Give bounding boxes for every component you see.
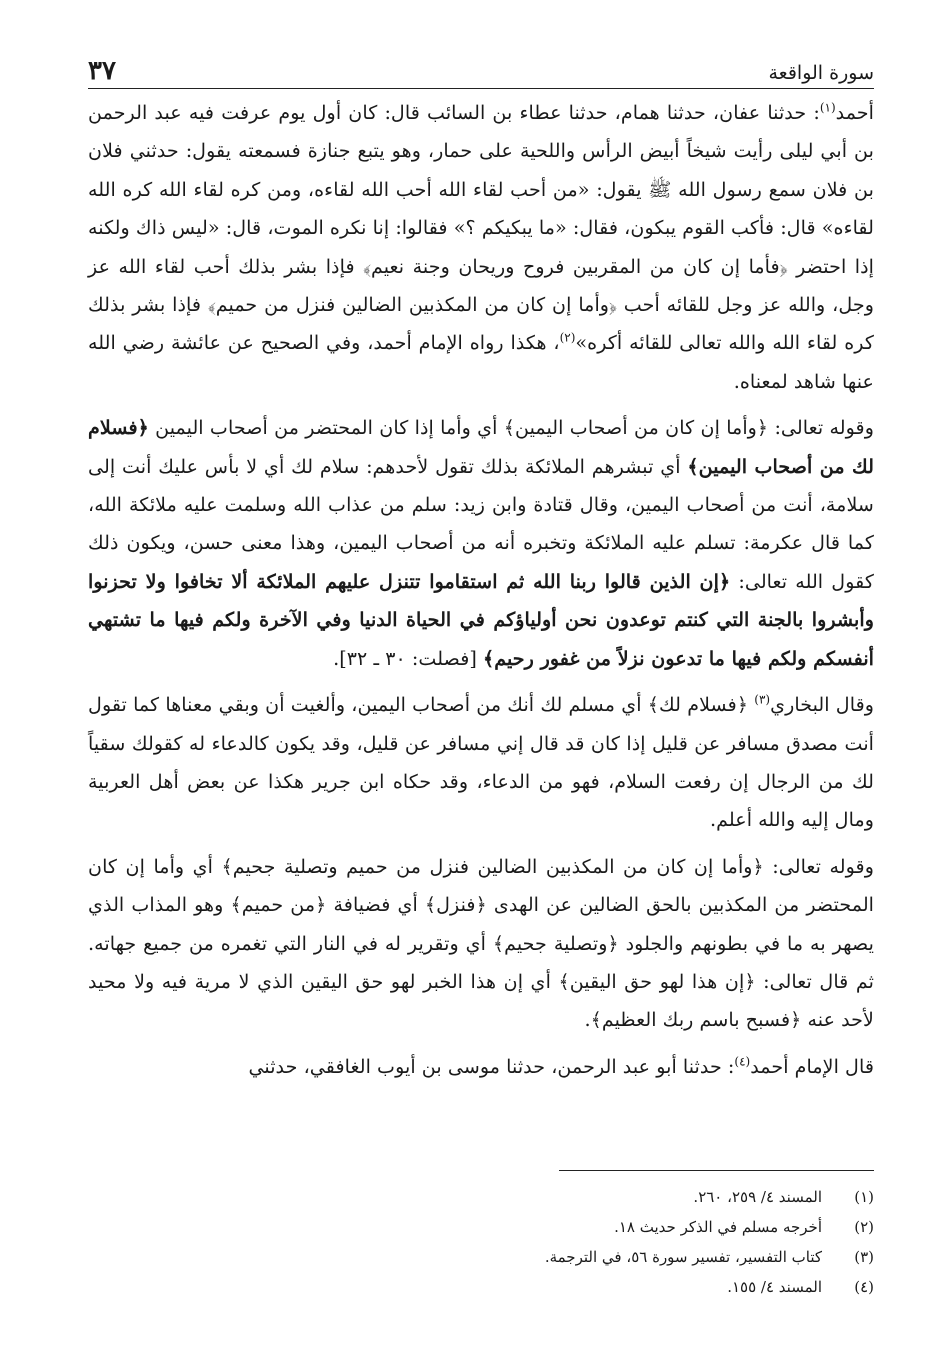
footnote: [200, 1212, 874, 1242]
footnote-number: (٢): [854, 1218, 874, 1236]
paragraph: وقال البخاري$^{(٣)}$ ﴿فسلام لك﴾ أي مسلم لك أنك من أصحاب اليمين، وألغيت أن وبقي معناها كما تقول أنت مصدق مسافر عن قليل إذا كان قد قال إني مسافر عن قليل، وقد يكون كالدعاء له كقولك سقياً لك من الرجال إن رفعت السلام، فهو من الدعاء، وقد حكاه ابن جرير هكذا عن بعض أهل العربية ومال إليه والله أعلم.: [88, 692, 875, 832]
footnote-number: (٣): [854, 1248, 874, 1266]
footnote-number: (١): [854, 1188, 874, 1206]
paragraph: قال الإمام أحمد$^{(٤)}$: حدثنا أبو عبد الرحمن، حدثنا موسى بن أيوب الغافقي، حدثني: [248, 1054, 874, 1078]
footnote-number: (٤): [854, 1278, 874, 1296]
footnote: [200, 1272, 874, 1302]
footnote-rule: [559, 1170, 874, 1171]
page-number: ٣٧: [88, 56, 116, 86]
surah-title: سورة الواقعة: [768, 62, 874, 84]
paragraph: أحمد$^{(١)}$: حدثنا عفان، حدثنا همام، حدثنا عطاء بن السائب قال: كان أول يوم عرفت فيه عبد الرحمن بن أبي ليلى رأيت شيخاً أبيض الرأس واللحية على حمار، وهو يتبع جنازة فسمعته يقول: حدثني فلان بن فلان سمع رسول الله ﷺ يقول: «من أحب لقاء الله أحب الله لقاءه، ومن كره لقاء الله كره الله لقاءه» قال: فأكب القوم يبكون، فقال: «ما يبكيكم ؟» فقالوا: إنا نكره الموت، قال: «ليس ذاك ولكنه إذا احتضر ﴿فأما إن كان من المقربين فروح وريحان وجنة نعيم﴾ فإذا بشر بذلك أحب لقاء الله عز وجل، والله عز وجل للقائه أحب ﴿وأما إن كان من المكذبين الضالين فنزل من حميم﴾ فإذا بشر بذلك كره لقاء الله والله تعالى للقائه أكره»$^{(٢)}$، هكذا رواه الإمام أحمد، وفي الصحيح عن عائشة رضي الله عنها شاهد لمعناه.: [88, 100, 874, 393]
main-text: [88, 94, 874, 1086]
footnotes: [200, 1182, 874, 1302]
page-header: [88, 50, 874, 84]
footnote: [200, 1182, 874, 1212]
footnote-text: أخرجه مسلم في الذكر حديث ١٨.: [614, 1218, 822, 1236]
header-rule: [88, 88, 874, 89]
footnote-text: المسند ٤/ ٢٥٩، ٢٦٠.: [693, 1188, 822, 1206]
footnote-text: المسند ٤/ ١٥٥.: [727, 1278, 822, 1296]
footnote: [200, 1242, 874, 1272]
paragraph: وقوله تعالى: ﴿وأما إن كان من أصحاب اليمين﴾ أي وأما إذا كان المحتضر من أصحاب اليمين ﴿فسلام لك من أصحاب اليمين﴾ أي تبشرهم الملائكة بذلك تقول لأحدهم: سلام لك أي لا بأس عليك أنت إلى سلامة، أنت من أصحاب اليمين، وقال قتادة وابن زيد: سلم من عذاب الله وسلمت عليه ملائكة الله، كما قال عكرمة: تسلم عليه الملائكة وتخبره أنه من أصحاب اليمين، وهذا معنى حسن، ويكون ذلك كقول الله تعالى: ﴿إن الذين قالوا ربنا الله ثم استقاموا تتنزل عليهم الملائكة ألا تخافوا ولا تحزنوا وأبشروا بالجنة التي كنتم توعدون نحن أولياؤكم في الحياة الدنيا وفي الآخرة ولكم فيها ما تشتهي أنفسكم ولكم فيها ما تدعون نزلاً من غفور رحيم﴾ [فصلت: ٣٠ ـ ٣٢].: [88, 416, 874, 670]
paragraph: وقوله تعالى: ﴿وأما إن كان من المكذبين الضالين فنزل من حميم وتصلية جحيم﴾ أي وأما إن كان المحتضر من المكذبين بالحق الضالين عن الهدى ﴿فنزل﴾ أي فضيافة ﴿من حميم﴾ وهو المذاب الذي يصهر به ما في بطونهم والجلود ﴿وتصلية جحيم﴾ أي وتقرير له في النار التي تغمره من جميع جهاته. ثم قال تعالى: ﴿إن هذا لهو حق اليقين﴾ أي إن هذا الخبر لهو حق اليقين الذي لا مرية فيه ولا محيد لأحد عنه ﴿فسبح باسم ربك العظيم﴾.: [88, 854, 874, 1032]
footnote-text: كتاب التفسير، تفسير سورة ٥٦، في الترجمة.: [544, 1248, 822, 1266]
